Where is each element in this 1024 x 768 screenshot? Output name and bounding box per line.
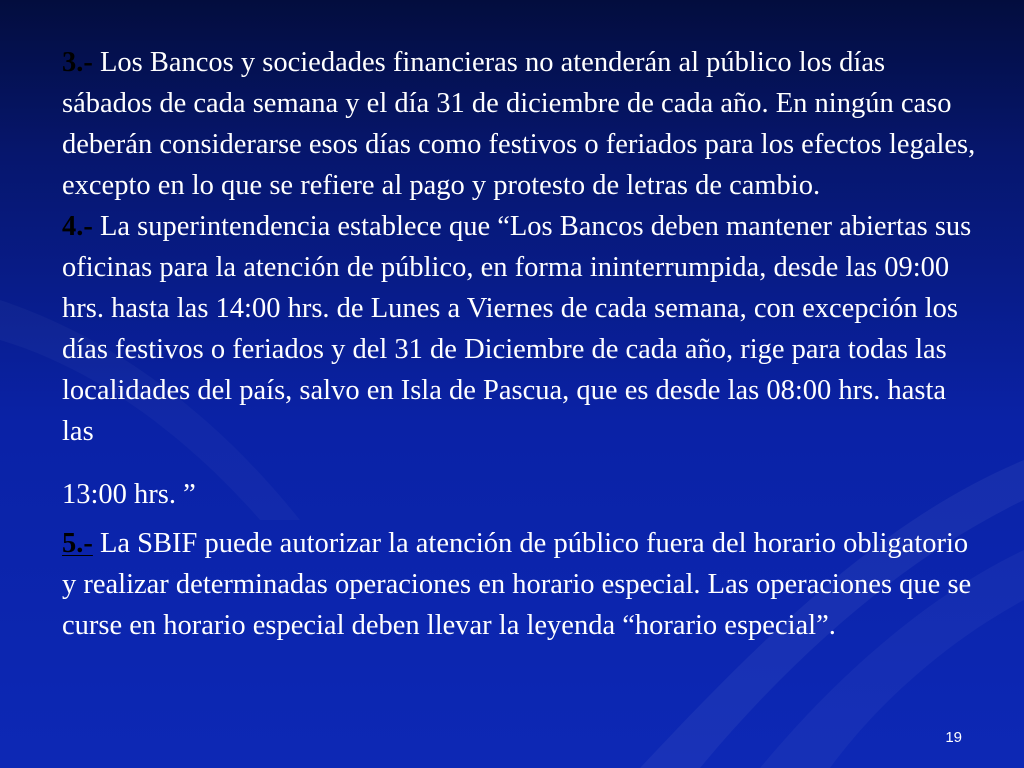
paragraph-4-continuation: 13:00 hrs. ” [62,479,196,510]
paragraph-5 [62,523,982,646]
item-number-5: 5.- [62,528,93,559]
paragraph-4 [62,206,982,452]
item-number-3: 3.- [62,47,93,78]
paragraph-4-text: La superintendencia establece que “Los Bancos deben mantener abiertas sus oficinas para la atención de público, en forma ininterrumpida, desde las 09:00 hrs. hasta las 14:00 hrs. de Lunes a Viernes de cada semana, con excepción los días festivos o feriados y del 31 de Diciembre de cada año, rige para todas las localidades del país, salvo en Isla de Pascua, que es desde las 08:00 hrs. hasta las [62,211,972,447]
page-number: 19 [945,729,962,746]
paragraph-5-text: La SBIF puede autorizar la atención de público fuera del horario obligatorio y realizar determinadas operaciones en horario especial. Las operaciones que se curse en horario especial deben llevar la leyenda “horario especial”. [62,528,972,641]
paragraph-3 [62,42,982,206]
paragraph-3-text: Los Bancos y sociedades financieras no atenderán al público los días sábados de cada semana y el día 31 de diciembre de cada año. En ningún caso deberán considerarse esos días como festivos o feriados para los efectos legales, excepto en lo que se refiere al pago y protesto de letras de cambio. [62,47,976,201]
item-number-4: 4.- [62,211,93,242]
slide-body [62,42,982,646]
